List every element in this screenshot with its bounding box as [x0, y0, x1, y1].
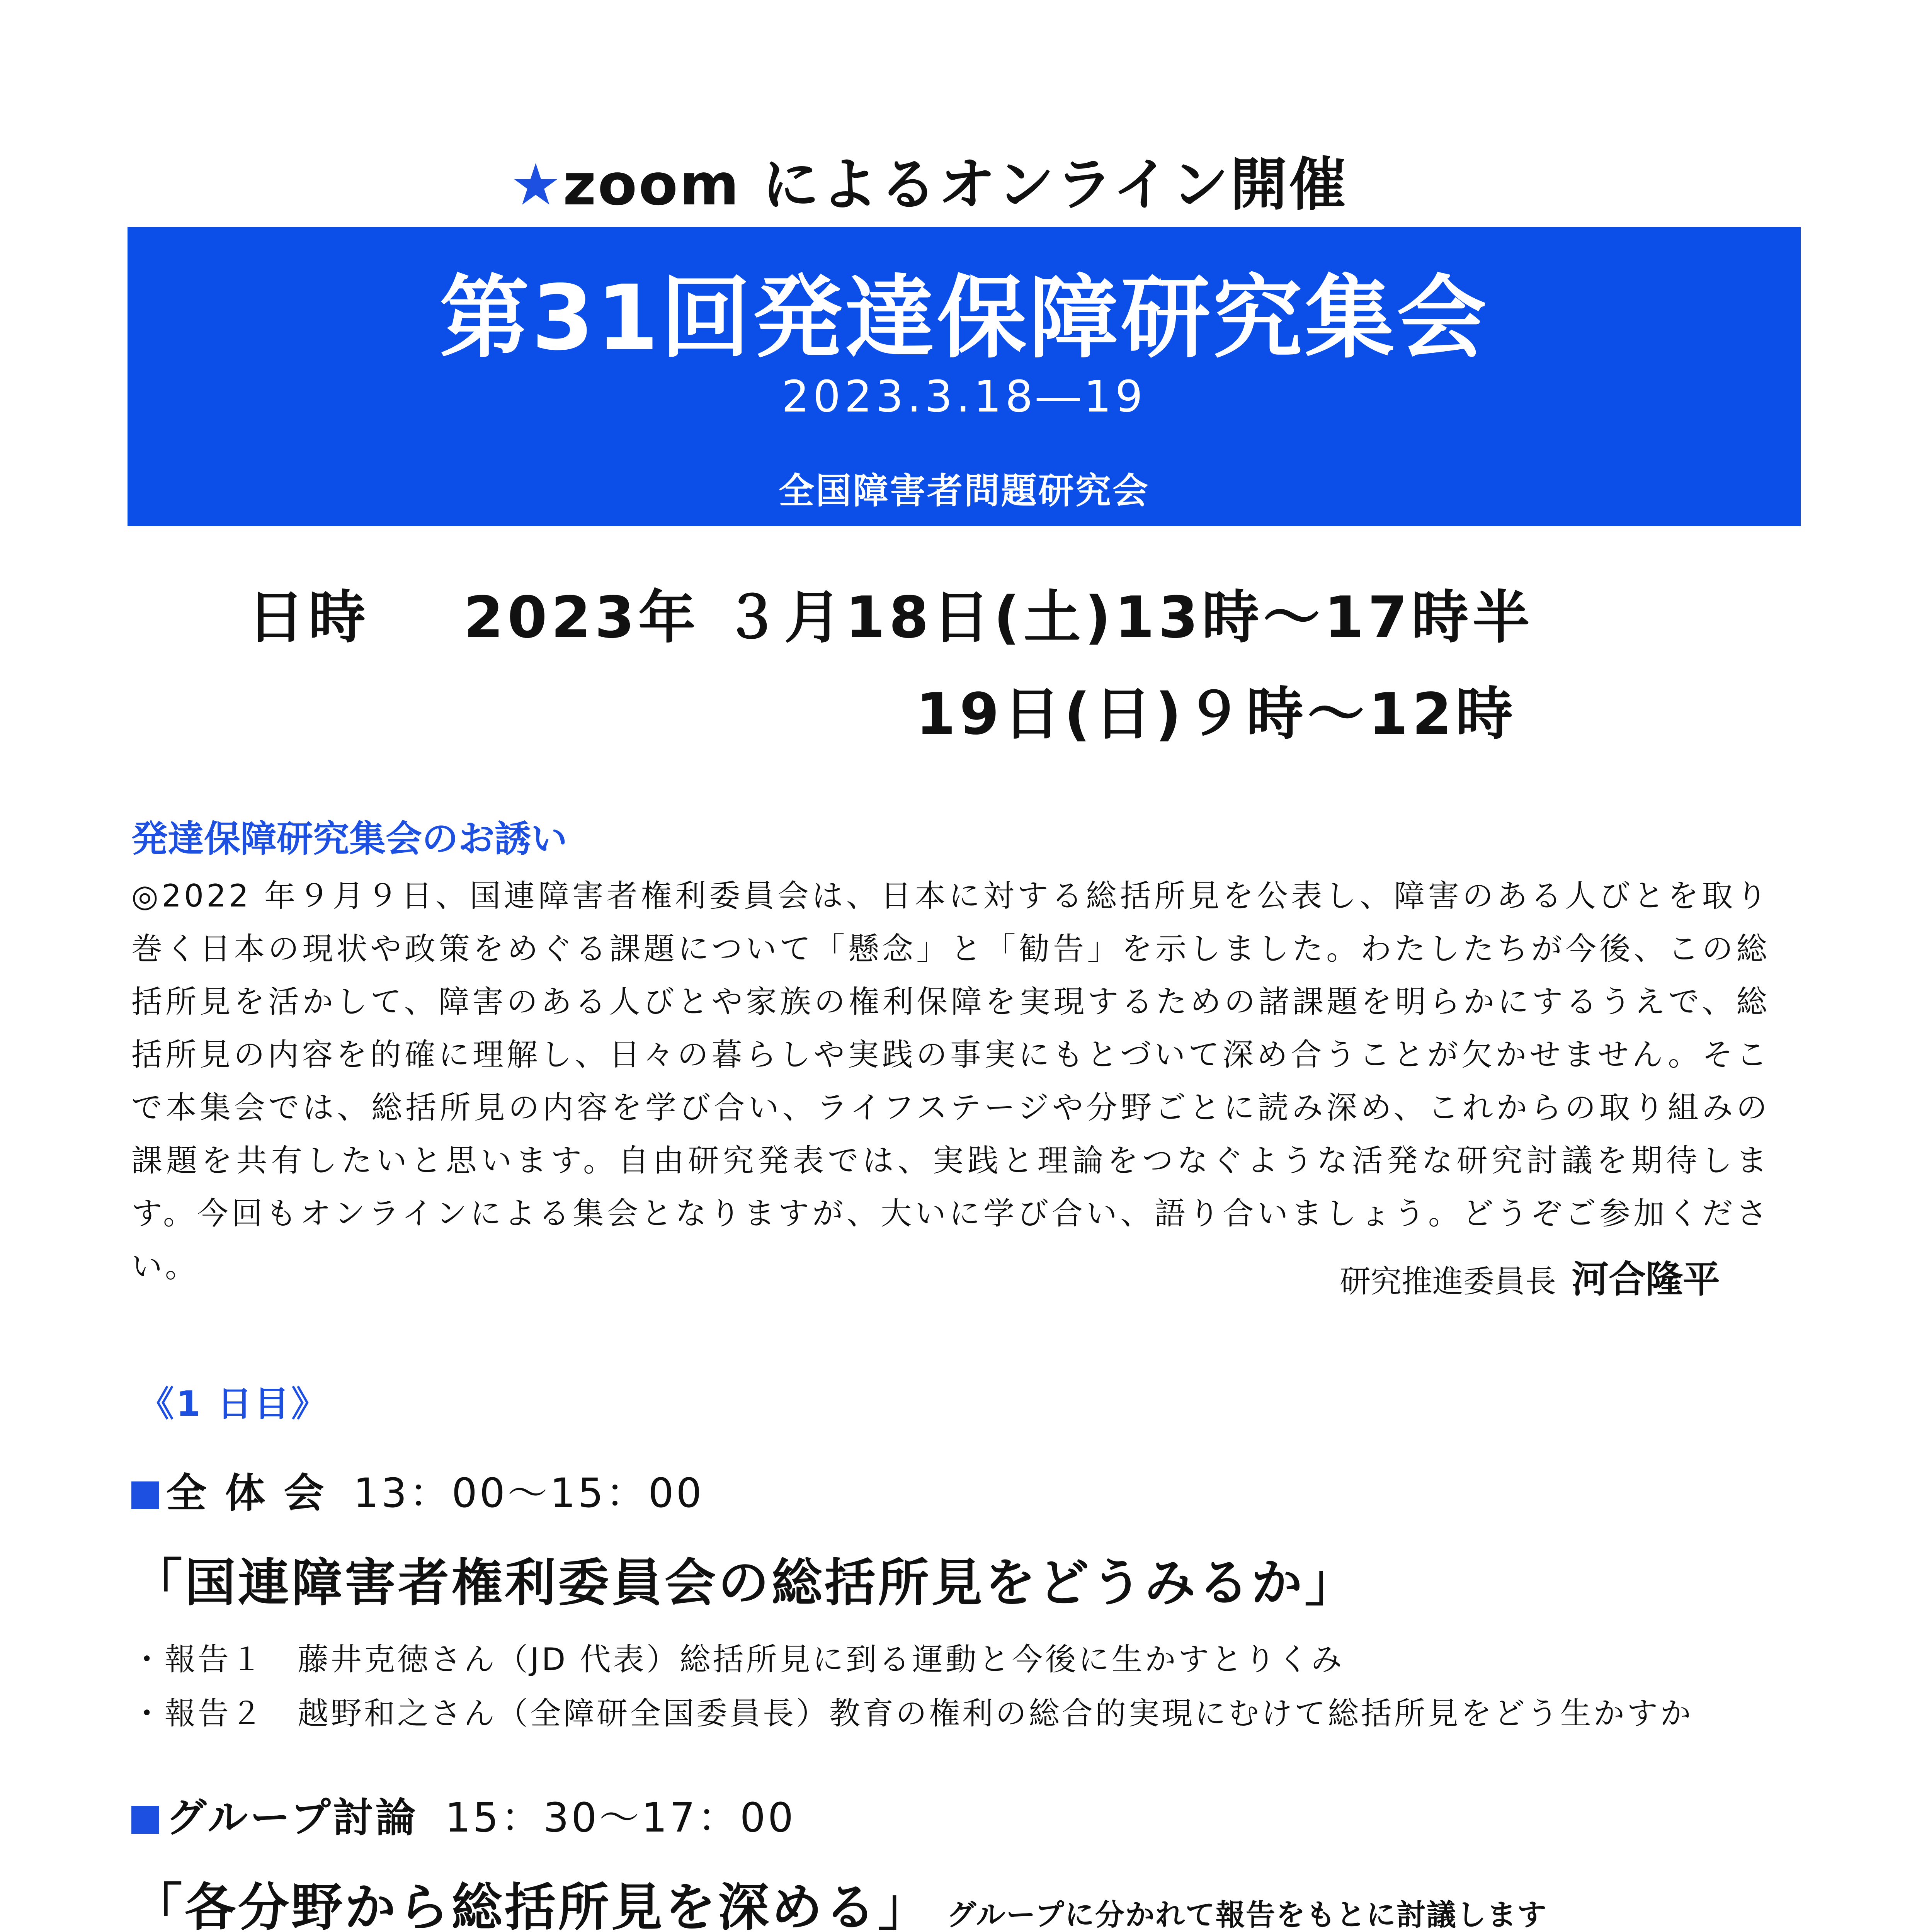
invitation-body: ◎2022 年９月９日、国連障害者権利委員会は、日本に対する総括所見を公表し、障害のある人びとを取り巻く日本の現状や政策をめぐる課題について「懸念」と「勧告」を示しました。わたしたちが今後、この総括所見を活かして、障害のある人びとや家族の権利保障を実現するための諸課題を明らかにするうえで、総括所見の内容を的確に理解し、日々の暮らしや実践の事実にもとづいて深め合うことが欠かせません。そこで本集会では、総括所見の内容を学び合い、ライフステージや分野ごとに読み深め、これからの取り組みの課題を共有したいと思います。自由研究発表では、実践と理論をつなぐような活発な研究討議を期待します。今回もオンラインによる集会となりますが、大いに学び合い、語り合いましょう。どうぞご参加ください。 — [131, 878, 1770, 1284]
datetime-label: 日時 — [247, 584, 369, 651]
group-title-row — [131, 1866, 1547, 1932]
plenary-title: 「国連障害者権利委員会の総括所見をどうみるか」 — [131, 1553, 1358, 1613]
organizer: 全国障害者問題研究会 — [778, 470, 1150, 512]
plenary-report-1: ・報告１ 藤井克徳さん（JD 代表）総括所見に到る運動と今後に生かすとりくみ — [131, 1641, 1344, 1677]
square-bullet-icon — [131, 1806, 159, 1834]
group-heading — [131, 1785, 796, 1843]
event-date-range: 2023.3.18―19 — [781, 372, 1147, 422]
title-banner — [128, 227, 1801, 526]
group-title: 「各分野から総括所見を深める」 — [131, 1878, 931, 1932]
invitation-signer — [1340, 1250, 1720, 1303]
day1-label: 《1 日目》 — [139, 1384, 328, 1424]
group-heading-text: グループ討論 — [166, 1794, 418, 1841]
plenary-time: 13：00～15：00 — [353, 1469, 704, 1517]
invitation-heading: 発達保障研究集会のお誘い — [131, 818, 568, 860]
plenary-heading-text: 全 体 会 — [166, 1469, 327, 1517]
online-notice-text: zoom によるオンライン開催 — [563, 151, 1348, 218]
datetime-day1: 2023年 ３月18日(土)13時～17時半 — [464, 584, 1534, 651]
online-notice — [510, 139, 1347, 221]
group-note: グループに分かれて報告をもとに討議します — [947, 1898, 1547, 1932]
signer-title: 研究推進委員長 — [1340, 1264, 1556, 1299]
plenary-report-2: ・報告２ 越野和之さん（全障研全国委員長）教育の権利の総合的実現にむけて総括所見をどう生かすか — [131, 1696, 1693, 1731]
plenary-heading — [131, 1461, 704, 1519]
group-time: 15：30～17：00 — [445, 1794, 796, 1841]
datetime-day2: 19日(日)９時～12時 — [916, 681, 1517, 747]
event-title: 第31回発達保障研究集会 — [439, 266, 1489, 370]
signer-name: 河合隆平 — [1572, 1258, 1720, 1301]
star-icon: ★ — [510, 151, 563, 218]
square-bullet-icon — [131, 1481, 159, 1509]
